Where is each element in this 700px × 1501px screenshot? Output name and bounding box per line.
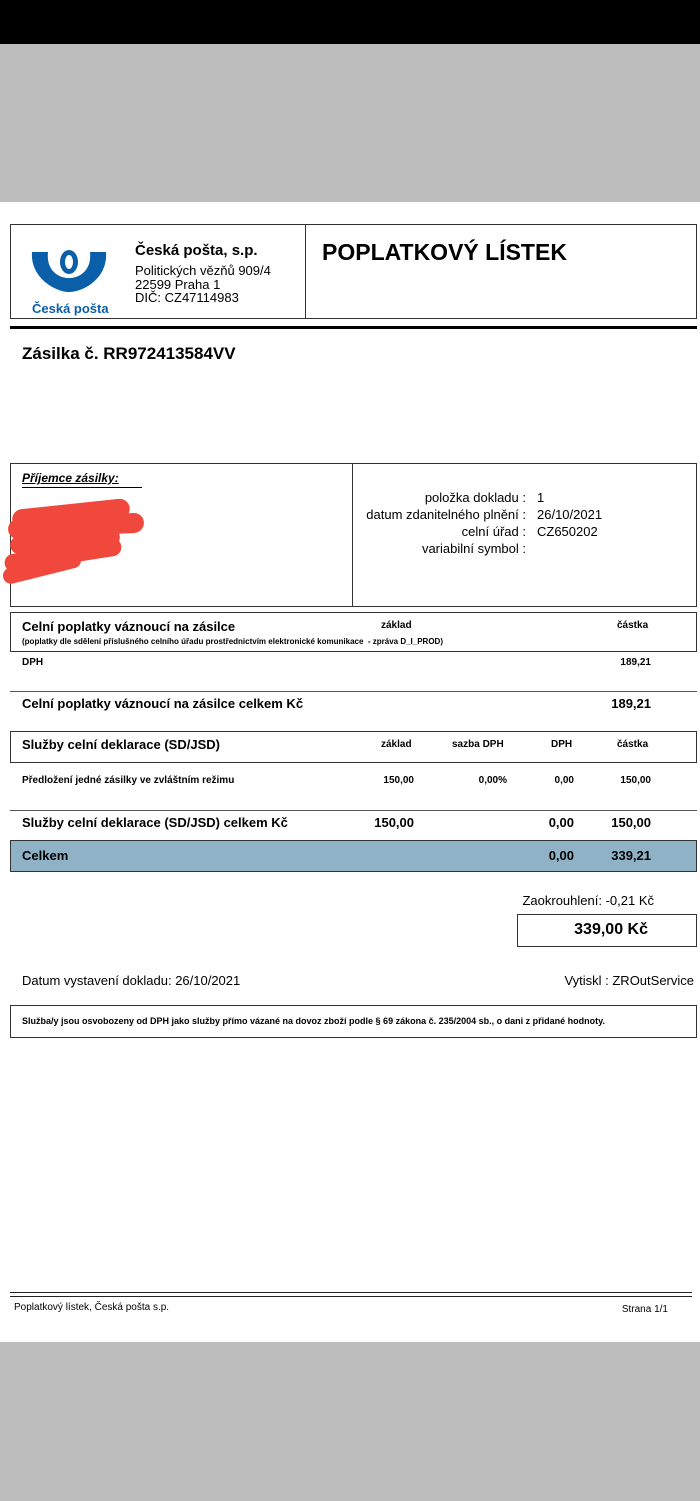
company-logo [26, 248, 112, 314]
services-row-rate: 0,00% [478, 775, 507, 786]
header-rule [10, 326, 697, 329]
final-total: 339,00 Kč [574, 921, 648, 938]
recipient-label: Příjemce zásilky: [22, 471, 119, 485]
footer-rule-2 [10, 1296, 692, 1297]
company-address-1: Politických vězňů 909/4 [135, 263, 271, 278]
customs-total-rule [10, 691, 697, 692]
services-col-amount: částka [617, 739, 649, 750]
logo-text: Česká pošta [32, 301, 109, 316]
footer-left: Poplatkový lístek, Česká pošta s.p. [14, 1302, 170, 1313]
rounding-text: Zaokrouhlení: -0,21 Kč [522, 893, 654, 908]
detail-label-tax-date: datum zdanitelného plnění : [366, 507, 526, 522]
services-row-label: Předložení jedné zásilky ve zvláštním režimu [22, 775, 235, 786]
services-total-amount: 150,00 [611, 815, 651, 830]
services-total-rule [10, 810, 697, 811]
status-bar [0, 0, 700, 44]
issue-date: Datum vystavení dokladu: 26/10/2021 [22, 973, 241, 988]
posthorn-icon [26, 248, 112, 294]
header-divider [305, 224, 306, 319]
customs-total-label: Celní poplatky váznoucí na zásilce celkem Kč [22, 696, 304, 711]
grand-total-band [10, 840, 697, 872]
footer-rule-1 [10, 1292, 692, 1293]
services-total-base: 150,00 [374, 815, 414, 830]
services-total-label: Služby celní deklarace (SD/JSD) celkem Kč [22, 815, 288, 830]
detail-value-customs-office: CZ650202 [537, 524, 598, 539]
customs-row-amount: 189,21 [620, 657, 651, 668]
services-row-base: 150,00 [383, 775, 414, 786]
detail-value-item: 1 [537, 490, 545, 505]
grand-total-amount: 339,21 [611, 848, 651, 863]
customs-row-label: DPH [22, 657, 44, 668]
detail-label-item: položka dokladu : [424, 490, 526, 505]
services-col-rate: sazba DPH [452, 739, 504, 750]
grand-total-vat: 0,00 [548, 848, 574, 863]
services-row-amount: 150,00 [620, 775, 651, 786]
services-col-base: základ [381, 739, 412, 750]
services-row-vat: 0,00 [554, 775, 574, 786]
company-address-2: 22599 Praha 1 [135, 277, 221, 292]
shipment-number: Zásilka č. RR972413584VV [22, 344, 236, 363]
company-name: Česká pošta, s.p. [135, 242, 258, 259]
document-title: POPLATKOVÝ LÍSTEK [322, 239, 567, 265]
customs-title: Celní poplatky váznoucí na zásilce [22, 619, 236, 634]
customs-total-amount: 189,21 [611, 696, 651, 711]
recipient-divider [352, 463, 353, 607]
services-total-vat: 0,00 [548, 815, 574, 830]
services-col-vat: DPH [551, 739, 573, 750]
customs-col-base: základ [381, 620, 412, 631]
printed-by: Vytiskl : ZROutService [564, 973, 694, 988]
customs-col-amount: částka [617, 620, 649, 631]
grand-total-label: Celkem [22, 848, 69, 863]
document-page [0, 202, 700, 1342]
detail-label-customs-office: celní úřad : [461, 524, 526, 539]
vat-notice: Služba/y jsou osvobozeny od DPH jako služby přímo vázané na dovoz zboží podle § 69 zákona č. 235/2004 sb., o dani z přidané hodnoty. [22, 1016, 605, 1026]
detail-label-variable-symbol: variabilní symbol : [421, 541, 526, 556]
recipient-underline [22, 487, 142, 488]
company-tax-id: DIČ: CZ47114983 [135, 290, 239, 305]
customs-note: (poplatky dle sdělení příslušného celního úřadu prostřednictvím elektronické komunikace - zpráva D_I_PROD) [22, 637, 443, 646]
footer-page: Strana 1/1 [621, 1304, 668, 1315]
services-title: Služby celní deklarace (SD/JSD) [22, 737, 220, 752]
detail-value-tax-date: 26/10/2021 [537, 507, 603, 522]
